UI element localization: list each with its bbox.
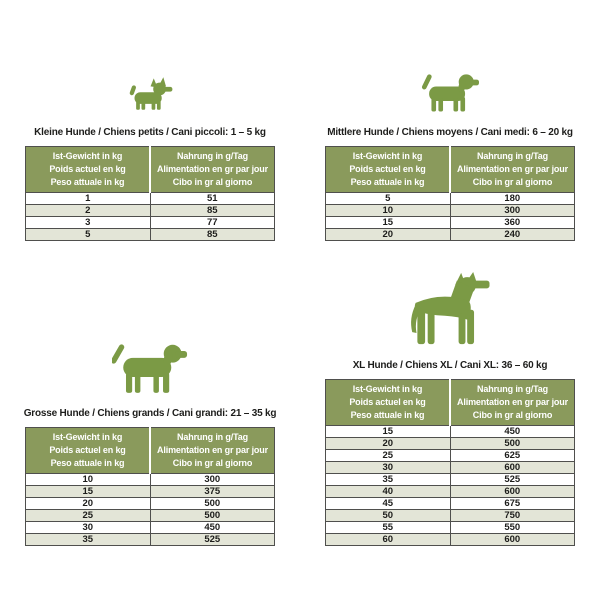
table-cell: 300 — [450, 205, 575, 217]
food-column-header: Nahrung in g/Tag Alimentation en gr par jour Cibo in gr al giorno — [450, 147, 575, 193]
section-title: Kleine Hunde / Chiens petits / Cani piccoli: 1 – 5 kg — [34, 127, 266, 138]
table-row — [326, 217, 575, 229]
table-row — [326, 462, 575, 474]
table-cell: 360 — [450, 217, 575, 229]
small-dog-icon — [126, 76, 174, 118]
weight-column-header: Ist-Gewicht in kg Poids actuel en kg Peso attuale in kg — [26, 428, 151, 474]
table-cell: 625 — [450, 450, 575, 462]
table-cell: 20 — [26, 498, 151, 510]
section-small-dogs — [0, 0, 300, 300]
table-cell: 3 — [26, 217, 151, 229]
table-row — [26, 534, 275, 546]
section-large-dogs — [0, 300, 300, 600]
feeding-table-small — [25, 146, 275, 241]
table-cell: 25 — [326, 450, 451, 462]
table-cell: 30 — [326, 462, 451, 474]
food-column-header: Nahrung in g/Tag Alimentation en gr par jour Cibo in gr al giorno — [150, 147, 275, 193]
section-xl-dogs — [300, 300, 600, 600]
table-row — [26, 217, 275, 229]
table-row — [326, 474, 575, 486]
table-row — [326, 193, 575, 205]
large-dog-icon — [112, 340, 188, 399]
table-cell: 2 — [26, 205, 151, 217]
table-cell: 675 — [450, 498, 575, 510]
table-cell: 55 — [326, 522, 451, 534]
table-cell: 40 — [326, 486, 451, 498]
table-cell: 240 — [450, 229, 575, 241]
table-row — [326, 450, 575, 462]
table-row — [26, 193, 275, 205]
table-cell: 85 — [150, 229, 275, 241]
table-row — [326, 510, 575, 522]
table-row — [326, 498, 575, 510]
table-cell: 525 — [450, 474, 575, 486]
table-row — [326, 486, 575, 498]
table-cell: 5 — [326, 193, 451, 205]
table-row — [26, 522, 275, 534]
table-cell: 525 — [150, 534, 275, 546]
table-cell: 450 — [150, 522, 275, 534]
food-column-header: Nahrung in g/Tag Alimentation en gr par jour Cibo in gr al giorno — [450, 380, 575, 426]
table-cell: 15 — [326, 426, 451, 438]
table-cell: 600 — [450, 462, 575, 474]
table-row — [326, 438, 575, 450]
table-cell: 375 — [150, 486, 275, 498]
table-row — [326, 426, 575, 438]
table-cell: 25 — [26, 510, 151, 522]
table-cell: 15 — [26, 486, 151, 498]
feeding-table-xl — [325, 379, 575, 546]
table-row — [26, 229, 275, 241]
table-cell: 450 — [450, 426, 575, 438]
xl-dog-icon — [407, 272, 493, 351]
table-row — [326, 534, 575, 546]
table-cell: 550 — [450, 522, 575, 534]
table-cell: 500 — [150, 498, 275, 510]
section-title: Mittlere Hunde / Chiens moyens / Cani medi: 6 – 20 kg — [327, 127, 573, 138]
weight-column-header: Ist-Gewicht in kg Poids actuel en kg Peso attuale in kg — [326, 380, 451, 426]
table-cell: 600 — [450, 534, 575, 546]
table-cell: 45 — [326, 498, 451, 510]
table-row — [26, 205, 275, 217]
weight-column-header: Ist-Gewicht in kg Poids actuel en kg Peso attuale in kg — [326, 147, 451, 193]
table-row — [26, 510, 275, 522]
medium-dog-icon — [421, 69, 479, 118]
table-cell: 300 — [150, 474, 275, 486]
table-cell: 35 — [326, 474, 451, 486]
table-row — [26, 498, 275, 510]
table-cell: 600 — [450, 486, 575, 498]
feeding-table-medium — [325, 146, 575, 241]
section-title: XL Hunde / Chiens XL / Cani XL: 36 – 60 kg — [352, 360, 548, 371]
table-cell: 50 — [326, 510, 451, 522]
table-cell: 30 — [26, 522, 151, 534]
table-cell: 77 — [150, 217, 275, 229]
table-cell: 60 — [326, 534, 451, 546]
table-row — [326, 205, 575, 217]
table-cell: 10 — [326, 205, 451, 217]
table-row — [26, 474, 275, 486]
table-cell: 15 — [326, 217, 451, 229]
table-row — [326, 229, 575, 241]
table-cell: 500 — [450, 438, 575, 450]
table-cell: 85 — [150, 205, 275, 217]
weight-column-header: Ist-Gewicht in kg Poids actuel en kg Peso attuale in kg — [26, 147, 151, 193]
section-medium-dogs — [300, 0, 600, 300]
section-title: Grosse Hunde / Chiens grands / Cani grandi: 21 – 35 kg — [23, 408, 277, 419]
table-cell: 20 — [326, 229, 451, 241]
table-cell: 750 — [450, 510, 575, 522]
table-cell: 51 — [150, 193, 275, 205]
table-cell: 500 — [150, 510, 275, 522]
food-column-header: Nahrung in g/Tag Alimentation en gr par jour Cibo in gr al giorno — [150, 428, 275, 474]
table-row — [326, 522, 575, 534]
table-cell: 180 — [450, 193, 575, 205]
table-row — [26, 486, 275, 498]
table-cell: 35 — [26, 534, 151, 546]
table-cell: 20 — [326, 438, 451, 450]
table-cell: 10 — [26, 474, 151, 486]
table-cell: 1 — [26, 193, 151, 205]
table-cell: 5 — [26, 229, 151, 241]
feeding-table-large — [25, 427, 275, 546]
